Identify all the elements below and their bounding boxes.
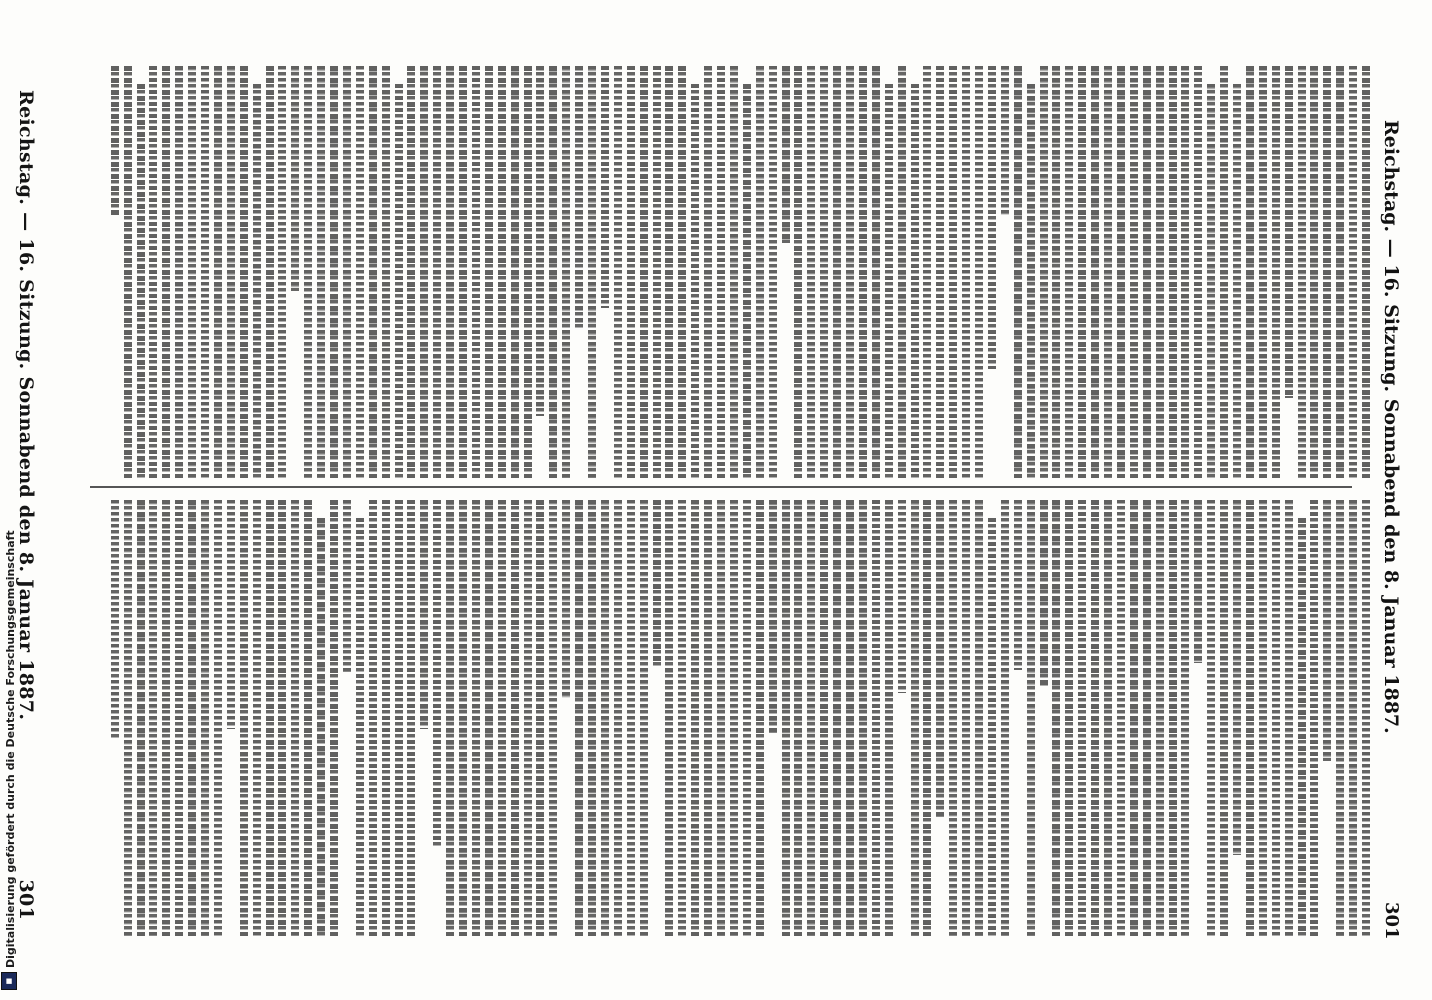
text-line — [382, 66, 390, 478]
text-line — [898, 500, 906, 693]
text-line — [1040, 500, 1048, 686]
text-line — [137, 500, 145, 936]
text-line — [149, 66, 157, 478]
text-line — [833, 66, 841, 478]
text-line — [317, 66, 325, 478]
text-line — [988, 518, 996, 936]
text-line — [614, 500, 622, 936]
text-line — [446, 66, 454, 478]
text-line — [1362, 500, 1370, 936]
text-line — [1104, 500, 1112, 936]
text-line — [1310, 500, 1318, 936]
text-line — [1027, 500, 1035, 936]
text-line — [1130, 500, 1138, 936]
text-line — [343, 500, 351, 672]
text-line — [1078, 500, 1086, 936]
text-line — [356, 518, 364, 936]
text-line — [330, 66, 338, 478]
text-line — [214, 66, 222, 478]
text-line — [369, 500, 377, 936]
text-line — [1181, 500, 1189, 936]
text-line — [124, 500, 132, 936]
text-line — [833, 500, 841, 936]
text-line — [1336, 66, 1344, 478]
text-line — [1156, 500, 1164, 936]
text-line — [498, 500, 506, 936]
text-line — [524, 66, 532, 478]
text-line — [524, 500, 532, 936]
text-line — [730, 500, 738, 936]
text-line — [975, 66, 983, 478]
text-line — [949, 66, 957, 478]
text-line — [446, 500, 454, 936]
text-line — [459, 500, 467, 936]
text-line — [1169, 66, 1177, 478]
text-line — [266, 500, 274, 936]
text-line — [653, 66, 661, 478]
text-line — [949, 500, 957, 936]
text-line — [1246, 500, 1254, 936]
text-line — [717, 500, 725, 936]
text-line — [188, 66, 196, 478]
text-line — [678, 66, 686, 478]
text-line — [820, 500, 828, 936]
text-line — [343, 66, 351, 478]
text-line — [330, 500, 338, 936]
text-line — [923, 500, 931, 936]
text-line — [395, 84, 403, 478]
text-line — [1272, 66, 1280, 478]
text-line — [227, 66, 235, 478]
text-line — [756, 500, 764, 936]
text-line — [1014, 500, 1022, 670]
text-line — [188, 500, 196, 936]
text-line — [782, 66, 790, 243]
text-line — [536, 66, 544, 416]
text-line — [1310, 66, 1318, 478]
text-line — [665, 66, 673, 478]
text-line — [1117, 500, 1125, 936]
dfg-logo-icon: ■ — [1, 972, 17, 990]
text-line — [911, 84, 919, 478]
text-line — [1143, 66, 1151, 478]
text-line — [782, 500, 790, 936]
text-line — [291, 66, 299, 291]
text-line — [872, 66, 880, 478]
text-line — [1233, 500, 1241, 855]
text-line — [575, 500, 583, 936]
text-line — [730, 66, 738, 478]
text-line — [1220, 66, 1228, 478]
text-line — [614, 66, 622, 478]
text-line — [240, 500, 248, 936]
text-line — [936, 66, 944, 478]
text-line — [601, 66, 609, 308]
text-line — [846, 500, 854, 936]
text-line — [511, 66, 519, 478]
text-line — [640, 500, 648, 936]
text-line — [794, 500, 802, 936]
text-line — [936, 500, 944, 817]
text-line — [1040, 66, 1048, 478]
text-line — [162, 66, 170, 478]
text-line — [407, 500, 415, 936]
text-line — [1298, 66, 1306, 478]
text-line — [820, 66, 828, 478]
text-line — [201, 66, 209, 478]
text-line — [278, 66, 286, 478]
text-line — [640, 66, 648, 478]
text-line — [1336, 500, 1344, 936]
text-line — [588, 66, 596, 478]
text-line — [433, 500, 441, 846]
text-line — [1272, 500, 1280, 936]
text-line — [407, 66, 415, 478]
text-line — [562, 66, 570, 478]
text-line — [1156, 66, 1164, 478]
text-line — [162, 500, 170, 936]
text-line — [511, 500, 519, 936]
text-line — [627, 66, 635, 478]
text-line — [1001, 500, 1009, 936]
text-line — [317, 518, 325, 936]
text-line — [1117, 66, 1125, 478]
text-line — [1091, 500, 1099, 936]
text-line — [536, 500, 544, 936]
text-line — [420, 500, 428, 729]
text-line — [304, 66, 312, 478]
text-line — [549, 500, 557, 936]
text-line — [1285, 66, 1293, 398]
text-line — [678, 500, 686, 936]
text-line — [175, 66, 183, 478]
text-line — [743, 84, 751, 478]
text-line — [575, 66, 583, 328]
text-line — [1285, 500, 1293, 936]
text-line — [485, 500, 493, 936]
text-line — [382, 500, 390, 936]
text-line — [846, 66, 854, 478]
text-line — [1207, 84, 1215, 478]
text-line — [588, 500, 596, 936]
text-line — [549, 66, 557, 478]
page-number-vertical: 301 — [1381, 902, 1402, 940]
text-line — [149, 500, 157, 936]
text-line — [653, 500, 661, 666]
text-line — [304, 500, 312, 936]
text-line — [665, 500, 673, 936]
text-line — [395, 500, 403, 936]
text-line — [807, 500, 815, 936]
text-line — [898, 66, 906, 478]
text-line — [137, 84, 145, 478]
page-number: 301 — [15, 879, 37, 920]
text-line — [756, 66, 764, 478]
text-line — [859, 66, 867, 478]
text-line — [988, 66, 996, 369]
text-line — [369, 66, 377, 478]
text-line — [1362, 66, 1370, 478]
text-line — [240, 66, 248, 478]
text-line — [743, 500, 751, 936]
text-line — [1194, 66, 1202, 478]
text-line — [704, 500, 712, 936]
text-line — [1298, 518, 1306, 936]
text-line — [291, 500, 299, 936]
text-line — [769, 66, 777, 478]
text-line — [859, 500, 867, 936]
text-line — [1001, 66, 1009, 216]
text-line — [923, 66, 931, 478]
text-line — [872, 500, 880, 936]
text-line — [885, 500, 893, 936]
text-line — [472, 66, 480, 478]
text-line — [691, 500, 699, 936]
text-line — [1259, 500, 1267, 936]
text-line — [175, 500, 183, 936]
text-line — [1091, 66, 1099, 478]
text-line — [1065, 66, 1073, 478]
header-title: Reichstag. — 16. Sitzung. Sonnabend den 8. Januar 1887. — [15, 90, 37, 721]
text-line — [1220, 500, 1228, 936]
text-line — [124, 66, 132, 478]
text-line — [420, 66, 428, 478]
text-line — [1143, 500, 1151, 936]
text-line — [1246, 66, 1254, 478]
text-line — [214, 500, 222, 936]
text-line — [1130, 66, 1138, 478]
text-line — [704, 66, 712, 478]
text-line — [485, 66, 493, 478]
text-line — [111, 66, 119, 216]
text-line — [885, 84, 893, 478]
text-line — [1349, 66, 1357, 478]
text-line — [1207, 500, 1215, 936]
text-line — [498, 66, 506, 478]
digitization-credit: Digitalisierung gefördert durch die Deutsche Forschungsgemeinschaft — [4, 530, 17, 968]
text-line — [266, 66, 274, 478]
text-line — [975, 500, 983, 936]
text-line — [1349, 500, 1357, 936]
running-header-vertical — [1380, 40, 1420, 960]
text-line — [1194, 500, 1202, 663]
text-line — [1027, 84, 1035, 478]
text-line — [627, 500, 635, 936]
text-line — [253, 84, 261, 478]
text-line — [769, 500, 777, 733]
text-line — [278, 500, 286, 936]
text-line — [1104, 66, 1112, 478]
text-line — [1259, 66, 1267, 478]
text-line — [1233, 84, 1241, 478]
text-line — [201, 500, 209, 936]
text-line — [1065, 500, 1073, 936]
text-line — [1323, 66, 1331, 478]
text-line — [459, 66, 467, 478]
text-line — [807, 66, 815, 478]
header-title-vertical: Reichstag. — 16. Sitzung. Sonnabend den 8. Januar 1887. — [1380, 120, 1402, 734]
text-line — [1078, 66, 1086, 478]
text-line — [962, 66, 970, 478]
text-line — [962, 500, 970, 936]
text-line — [227, 500, 235, 729]
text-line — [1323, 500, 1331, 761]
text-line — [1052, 66, 1060, 478]
text-line — [253, 500, 261, 936]
text-line — [717, 66, 725, 478]
text-line — [1052, 500, 1060, 936]
text-line — [1014, 66, 1022, 478]
text-line — [433, 66, 441, 478]
text-line — [1169, 500, 1177, 936]
text-line — [601, 500, 609, 936]
text-line — [911, 500, 919, 936]
text-line — [691, 84, 699, 478]
text-line — [356, 66, 364, 478]
text-line — [794, 66, 802, 478]
text-line — [111, 500, 119, 739]
text-line — [562, 500, 570, 698]
text-line — [1181, 66, 1189, 478]
text-line — [472, 500, 480, 936]
